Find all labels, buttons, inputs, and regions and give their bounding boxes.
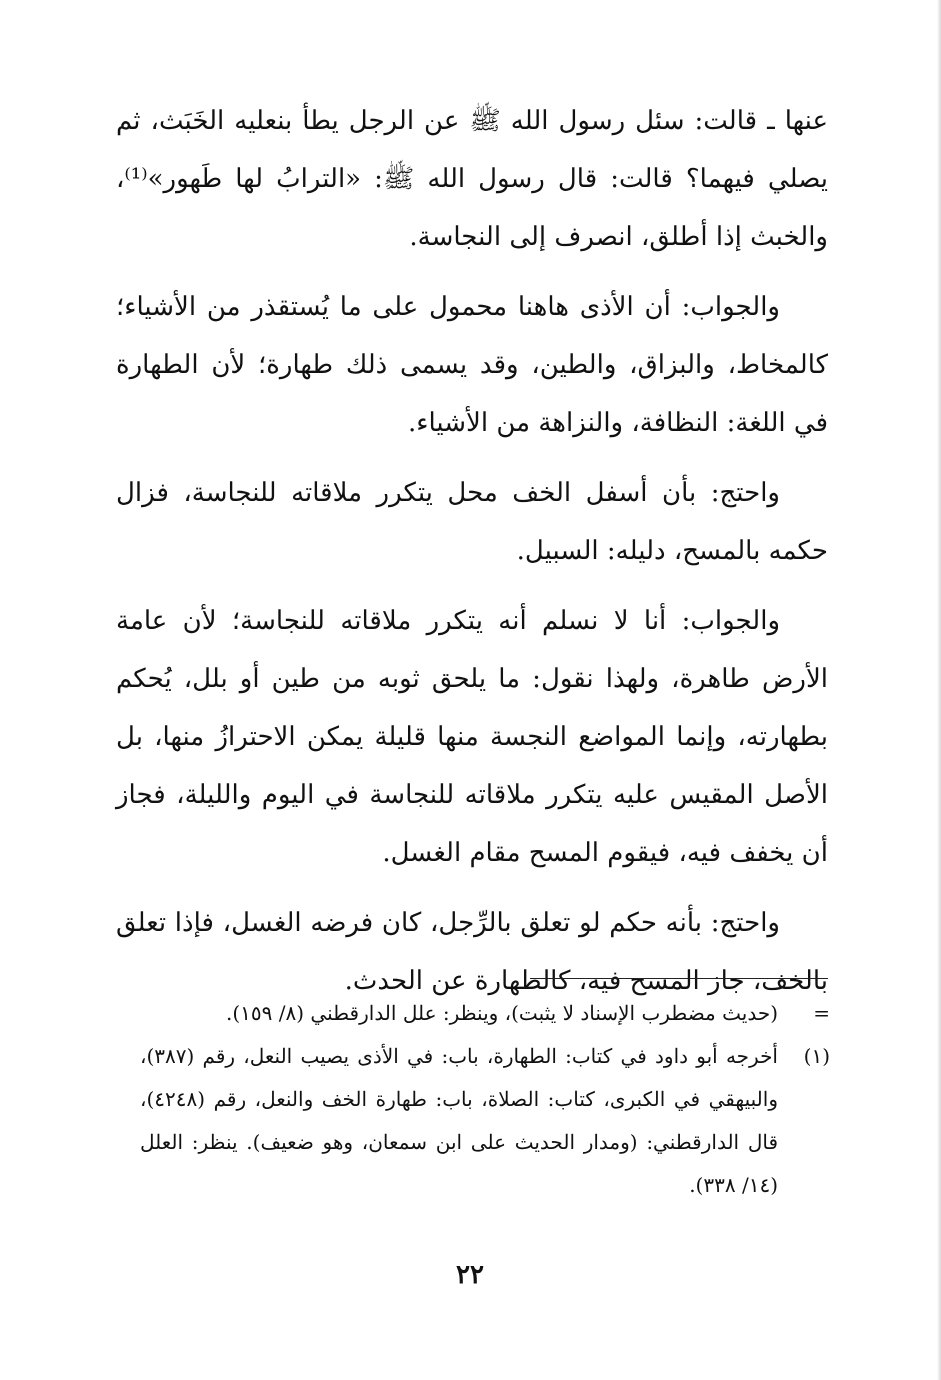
paragraph: واحتج: بأن أسفل الخف محل يتكرر ملاقاته للنجاسة، فزال حكمه بالمسح، دليله: السبيل. <box>116 478 828 566</box>
main-text <box>116 92 828 1022</box>
footnote-text: (حديث مضطرب الإسناد لا يثبت)، وينظر: علل الدارقطني (٨/ ١٥٩). <box>226 1001 778 1025</box>
footnote-text: أخرجه أبو داود في كتاب: الطهارة، باب: في الأذى يصيب النعل، رقم (٣٨٧)، والبيهقي في الكبرى، كتاب: الصلاة، باب: طهارة الخف والنعل، رقم (٤٢٤٨)، قال الدارقطني: (ومدار الحديث على ابن سمعان، وهو ضعيف). ينظر: العلل (١٤/ ٣٣٨). <box>140 1044 778 1197</box>
footnotes <box>140 992 830 1207</box>
footnote-item <box>140 992 830 1035</box>
page-number: ٢٢ <box>456 1260 484 1290</box>
paragraph: والجواب: أنا لا نسلم أنه يتكرر ملاقاته للنجاسة؛ لأن عامة الأرض طاهرة، ولهذا نقول: ما يلحق ثوبه من طين أو بلل، يُحكم بطهارته، وإنما المواضع النجسة منها قليلة يمكن الاحترازُ منها، بل الأصل المقيس عليه يتكرر ملاقاته للنجاسة في اليوم والليلة، فجاز أن يخفف فيه، فيقوم المسح مقام الغسل. <box>116 606 828 868</box>
footnote-marker: = <box>813 1001 830 1025</box>
paragraph: والجواب: أن الأذى هاهنا محمول على ما يُستقذر من الأشياء؛ كالمخاط، والبزاق، والطين، وقد يسمى ذلك طهارة؛ لأن الطهارة في اللغة: النظافة، والنزاهة من الأشياء. <box>116 292 828 438</box>
footnote-separator <box>530 978 828 979</box>
paragraph: عنها ـ قالت: سئل رسول الله ﷺ عن الرجل يطأ بنعليه الخَبَث، ثم يصلي فيهما؟ قالت: قال رسول الله ﷺ: «الترابُ لها طَهور»⁽¹⁾، والخبث إذا أطلق، انصرف إلى النجاسة. <box>116 106 828 252</box>
footnote-item <box>140 1035 830 1207</box>
page-edge-shadow <box>937 0 941 1380</box>
paragraph: واحتج: بأنه حكم لو تعلق بالرِّجل، كان فرضه الغسل، فإذا تعلق بالخف، جاز المسح فيه، كالطهارة عن الحدث. <box>116 908 828 996</box>
footnote-marker: (١) <box>803 1044 830 1068</box>
